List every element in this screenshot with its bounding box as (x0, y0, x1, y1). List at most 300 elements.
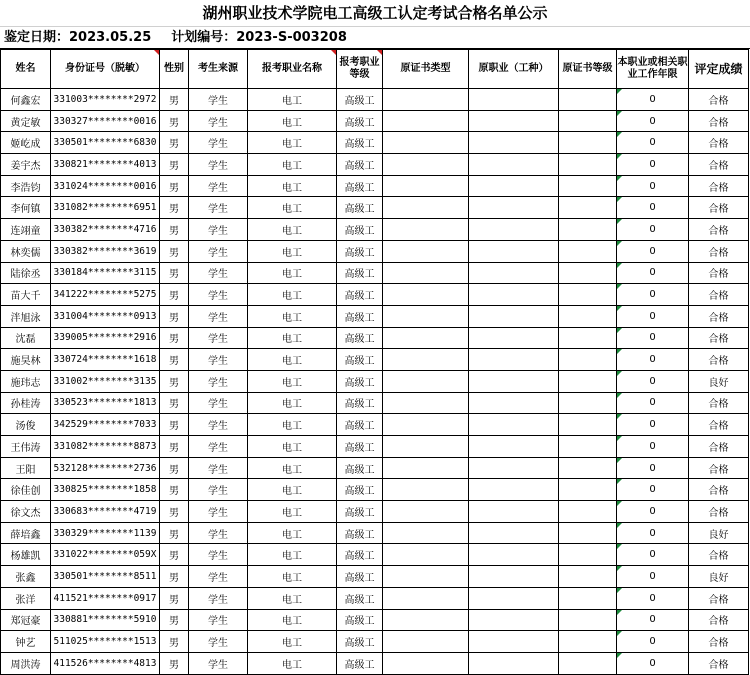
cell-id: 330501********6830 (51, 132, 160, 154)
cell-orig-occupation (469, 262, 559, 284)
cell-id: 330724********1618 (51, 349, 160, 371)
cell-occupation: 电工 (248, 132, 337, 154)
cell-level: 高级工 (337, 89, 383, 111)
table-row (1, 240, 749, 262)
cell-level: 高级工 (337, 587, 383, 609)
cell-orig-cert-level (559, 544, 617, 566)
cell-gender: 男 (160, 436, 189, 458)
cell-work-years: 0 (617, 110, 689, 132)
cell-orig-cert-type (383, 587, 469, 609)
cell-grade: 合格 (689, 219, 749, 241)
cell-occupation: 电工 (248, 479, 337, 501)
cell-id: 330825********1858 (51, 479, 160, 501)
cell-id: 331082********8873 (51, 436, 160, 458)
cell-id: 331004********0913 (51, 305, 160, 327)
cell-grade: 良好 (689, 370, 749, 392)
cell-work-years: 0 (617, 457, 689, 479)
table-row (1, 197, 749, 219)
cell-source: 学生 (189, 132, 248, 154)
cell-grade: 合格 (689, 305, 749, 327)
cell-level: 高级工 (337, 305, 383, 327)
cell-id: 331082********6951 (51, 197, 160, 219)
cell-level: 高级工 (337, 522, 383, 544)
cell-source: 学生 (189, 609, 248, 631)
cell-gender: 男 (160, 175, 189, 197)
cell-level: 高级工 (337, 566, 383, 588)
cell-work-years: 0 (617, 414, 689, 436)
table-row (1, 566, 749, 588)
cell-level: 高级工 (337, 652, 383, 674)
cell-grade: 合格 (689, 414, 749, 436)
cell-level: 高级工 (337, 219, 383, 241)
cell-gender: 男 (160, 197, 189, 219)
cell-work-years: 0 (617, 436, 689, 458)
cell-occupation: 电工 (248, 370, 337, 392)
cell-name: 林奕儒 (1, 240, 51, 262)
cell-orig-occupation (469, 436, 559, 458)
table-row (1, 89, 749, 111)
cell-orig-cert-type (383, 457, 469, 479)
cell-id: 330821********4013 (51, 154, 160, 176)
cell-level: 高级工 (337, 631, 383, 653)
cell-orig-occupation (469, 132, 559, 154)
table-body (1, 89, 749, 675)
cell-orig-cert-type (383, 327, 469, 349)
cell-source: 学生 (189, 544, 248, 566)
cell-id: 411521********0917 (51, 587, 160, 609)
cell-orig-occupation (469, 566, 559, 588)
cell-level: 高级工 (337, 110, 383, 132)
cell-id: 331022********059X (51, 544, 160, 566)
cell-work-years: 0 (617, 566, 689, 588)
cell-orig-occupation (469, 154, 559, 176)
table-row (1, 436, 749, 458)
cell-id: 532128********2736 (51, 457, 160, 479)
cell-work-years: 0 (617, 652, 689, 674)
cell-grade: 合格 (689, 609, 749, 631)
cell-orig-cert-type (383, 240, 469, 262)
cell-grade: 合格 (689, 587, 749, 609)
cell-orig-cert-level (559, 609, 617, 631)
cell-orig-cert-level (559, 370, 617, 392)
cell-name: 徐文杰 (1, 501, 51, 523)
cell-orig-cert-type (383, 219, 469, 241)
cell-orig-cert-level (559, 262, 617, 284)
plan-number: 计划编号：2023-S-003208 (171, 30, 347, 45)
cell-orig-cert-type (383, 522, 469, 544)
cell-orig-cert-level (559, 305, 617, 327)
page-title: 湖州职业技术学院电工高级工认定考试合格名单公示 (0, 0, 750, 27)
cell-level: 高级工 (337, 609, 383, 631)
cell-name: 施玮志 (1, 370, 51, 392)
cell-orig-occupation (469, 219, 559, 241)
cell-source: 学生 (189, 89, 248, 111)
cell-orig-occupation (469, 349, 559, 371)
cell-orig-occupation (469, 414, 559, 436)
cell-source: 学生 (189, 154, 248, 176)
col-occupation: 报考职业名称 (248, 50, 337, 89)
cell-name: 汤俊 (1, 414, 51, 436)
cell-id: 330501********8511 (51, 566, 160, 588)
cell-level: 高级工 (337, 479, 383, 501)
cell-gender: 男 (160, 392, 189, 414)
col-orig-cert-type: 原证书类型 (383, 50, 469, 89)
cell-work-years: 0 (617, 262, 689, 284)
table-row (1, 392, 749, 414)
cell-source: 学生 (189, 110, 248, 132)
cell-source: 学生 (189, 414, 248, 436)
cell-orig-cert-type (383, 609, 469, 631)
cell-source: 学生 (189, 652, 248, 674)
cell-level: 高级工 (337, 370, 383, 392)
table-row (1, 631, 749, 653)
col-source: 考生来源 (189, 50, 248, 89)
cell-gender: 男 (160, 219, 189, 241)
cell-orig-occupation (469, 370, 559, 392)
table-row (1, 132, 749, 154)
cell-id: 330327********0016 (51, 110, 160, 132)
cell-source: 学生 (189, 327, 248, 349)
cell-gender: 男 (160, 89, 189, 111)
col-gender: 性别 (160, 50, 189, 89)
cell-grade: 合格 (689, 501, 749, 523)
table-row (1, 587, 749, 609)
cell-gender: 男 (160, 479, 189, 501)
cell-orig-cert-level (559, 327, 617, 349)
cell-id: 330881********5910 (51, 609, 160, 631)
cell-occupation: 电工 (248, 262, 337, 284)
cell-grade: 良好 (689, 522, 749, 544)
table-row (1, 327, 749, 349)
cell-orig-cert-level (559, 175, 617, 197)
cell-orig-cert-level (559, 240, 617, 262)
cell-grade: 合格 (689, 284, 749, 306)
cell-name: 张鑫 (1, 566, 51, 588)
table-row (1, 652, 749, 674)
cell-occupation: 电工 (248, 327, 337, 349)
cell-work-years: 0 (617, 89, 689, 111)
cell-source: 学生 (189, 631, 248, 653)
cell-source: 学生 (189, 436, 248, 458)
cell-grade: 合格 (689, 544, 749, 566)
cell-gender: 男 (160, 522, 189, 544)
cell-work-years: 0 (617, 219, 689, 241)
cell-orig-occupation (469, 522, 559, 544)
cell-work-years: 0 (617, 154, 689, 176)
cell-name: 黄定敏 (1, 110, 51, 132)
cell-level: 高级工 (337, 154, 383, 176)
cell-orig-cert-level (559, 349, 617, 371)
table-row (1, 522, 749, 544)
cell-grade: 合格 (689, 154, 749, 176)
cell-grade: 合格 (689, 631, 749, 653)
cell-orig-cert-level (559, 392, 617, 414)
cell-id: 330329********1139 (51, 522, 160, 544)
cell-gender: 男 (160, 262, 189, 284)
cell-orig-occupation (469, 457, 559, 479)
cell-work-years: 0 (617, 349, 689, 371)
cell-gender: 男 (160, 154, 189, 176)
cell-orig-cert-type (383, 284, 469, 306)
cell-gender: 男 (160, 349, 189, 371)
cell-orig-cert-level (559, 652, 617, 674)
cell-level: 高级工 (337, 392, 383, 414)
cell-work-years: 0 (617, 479, 689, 501)
cell-work-years: 0 (617, 327, 689, 349)
cell-orig-cert-level (559, 587, 617, 609)
cell-work-years: 0 (617, 284, 689, 306)
cell-id: 330184********3115 (51, 262, 160, 284)
col-id: 身份证号（脱敏） (51, 50, 160, 89)
cell-occupation: 电工 (248, 349, 337, 371)
cell-name: 泮旭泳 (1, 305, 51, 327)
table-row (1, 414, 749, 436)
cell-level: 高级工 (337, 436, 383, 458)
cell-work-years: 0 (617, 587, 689, 609)
cell-orig-cert-level (559, 219, 617, 241)
cell-orig-cert-level (559, 522, 617, 544)
cell-orig-cert-type (383, 132, 469, 154)
cell-grade: 合格 (689, 89, 749, 111)
cell-occupation: 电工 (248, 110, 337, 132)
cell-orig-cert-type (383, 479, 469, 501)
cell-orig-cert-type (383, 154, 469, 176)
col-name: 姓名 (1, 50, 51, 89)
cell-grade: 合格 (689, 132, 749, 154)
table-row (1, 479, 749, 501)
cell-orig-cert-type (383, 305, 469, 327)
cell-orig-cert-level (559, 89, 617, 111)
cell-orig-occupation (469, 110, 559, 132)
cell-orig-occupation (469, 327, 559, 349)
cell-orig-cert-level (559, 631, 617, 653)
cell-name: 薛培鑫 (1, 522, 51, 544)
cell-orig-cert-type (383, 262, 469, 284)
cell-orig-occupation (469, 501, 559, 523)
cell-name: 姬屹成 (1, 132, 51, 154)
cell-work-years: 0 (617, 175, 689, 197)
cell-source: 学生 (189, 197, 248, 219)
cell-work-years: 0 (617, 631, 689, 653)
cell-id: 330523********1813 (51, 392, 160, 414)
cell-orig-cert-level (559, 479, 617, 501)
cell-id: 339005********2916 (51, 327, 160, 349)
cell-source: 学生 (189, 566, 248, 588)
cell-level: 高级工 (337, 501, 383, 523)
cell-occupation: 电工 (248, 175, 337, 197)
cell-source: 学生 (189, 305, 248, 327)
cell-occupation: 电工 (248, 154, 337, 176)
cell-source: 学生 (189, 587, 248, 609)
cell-level: 高级工 (337, 284, 383, 306)
cell-orig-cert-type (383, 110, 469, 132)
cell-gender: 男 (160, 631, 189, 653)
col-work-years: 本职业或相关职业工作年限 (617, 50, 689, 89)
cell-name: 郑冠豪 (1, 609, 51, 631)
col-orig-cert-level: 原证书等级 (559, 50, 617, 89)
cell-name: 钟艺 (1, 631, 51, 653)
cell-source: 学生 (189, 175, 248, 197)
cell-name: 连翊童 (1, 219, 51, 241)
cell-orig-cert-type (383, 436, 469, 458)
cell-name: 苗大千 (1, 284, 51, 306)
cell-grade: 合格 (689, 392, 749, 414)
cell-orig-occupation (469, 479, 559, 501)
cell-gender: 男 (160, 652, 189, 674)
table-row (1, 457, 749, 479)
cell-orig-occupation (469, 544, 559, 566)
cell-grade: 合格 (689, 436, 749, 458)
cell-id: 330382********4716 (51, 219, 160, 241)
cell-source: 学生 (189, 349, 248, 371)
table-row (1, 219, 749, 241)
table-row (1, 501, 749, 523)
cell-gender: 男 (160, 457, 189, 479)
cell-work-years: 0 (617, 609, 689, 631)
info-bar (0, 27, 750, 49)
cell-orig-cert-type (383, 349, 469, 371)
cell-grade: 合格 (689, 197, 749, 219)
cell-name: 姜宇杰 (1, 154, 51, 176)
cell-work-years: 0 (617, 305, 689, 327)
cell-id: 341222********5275 (51, 284, 160, 306)
table-row (1, 544, 749, 566)
cell-occupation: 电工 (248, 436, 337, 458)
cell-orig-cert-type (383, 89, 469, 111)
cell-occupation: 电工 (248, 284, 337, 306)
cell-grade: 合格 (689, 110, 749, 132)
cell-name: 王阳 (1, 457, 51, 479)
cell-occupation: 电工 (248, 305, 337, 327)
cell-gender: 男 (160, 609, 189, 631)
cell-id: 342529********7033 (51, 414, 160, 436)
cell-source: 学生 (189, 479, 248, 501)
cell-source: 学生 (189, 392, 248, 414)
results-table (0, 49, 749, 675)
cell-source: 学生 (189, 522, 248, 544)
cell-orig-cert-type (383, 414, 469, 436)
cell-occupation: 电工 (248, 566, 337, 588)
cell-orig-occupation (469, 197, 559, 219)
cell-orig-occupation (469, 587, 559, 609)
cell-orig-cert-type (383, 501, 469, 523)
table-row (1, 609, 749, 631)
col-grade: 评定成绩 (689, 50, 749, 89)
cell-name: 王伟涛 (1, 436, 51, 458)
cell-grade: 合格 (689, 262, 749, 284)
cell-gender: 男 (160, 327, 189, 349)
cell-work-years: 0 (617, 501, 689, 523)
cell-grade: 合格 (689, 175, 749, 197)
header-row (1, 50, 749, 89)
cell-grade: 合格 (689, 240, 749, 262)
cell-occupation: 电工 (248, 587, 337, 609)
cell-orig-cert-type (383, 392, 469, 414)
cell-orig-cert-level (559, 566, 617, 588)
cell-source: 学生 (189, 219, 248, 241)
cell-occupation: 电工 (248, 414, 337, 436)
table-row (1, 305, 749, 327)
cell-name: 孙桂涛 (1, 392, 51, 414)
table-row (1, 175, 749, 197)
cell-orig-cert-level (559, 457, 617, 479)
cell-orig-occupation (469, 631, 559, 653)
cell-work-years: 0 (617, 370, 689, 392)
cell-level: 高级工 (337, 240, 383, 262)
cell-orig-occupation (469, 609, 559, 631)
cell-name: 沈磊 (1, 327, 51, 349)
cell-occupation: 电工 (248, 631, 337, 653)
cell-source: 学生 (189, 501, 248, 523)
table-row (1, 154, 749, 176)
cell-gender: 男 (160, 305, 189, 327)
cell-id: 330683********4719 (51, 501, 160, 523)
cell-occupation: 电工 (248, 501, 337, 523)
cell-gender: 男 (160, 370, 189, 392)
cell-occupation: 电工 (248, 609, 337, 631)
cell-level: 高级工 (337, 175, 383, 197)
cell-id: 411526********4813 (51, 652, 160, 674)
cell-name: 张洋 (1, 587, 51, 609)
cell-id: 511025********1513 (51, 631, 160, 653)
cell-gender: 男 (160, 240, 189, 262)
cell-orig-cert-level (559, 132, 617, 154)
cell-work-years: 0 (617, 544, 689, 566)
cell-level: 高级工 (337, 197, 383, 219)
cell-level: 高级工 (337, 414, 383, 436)
cell-orig-cert-level (559, 197, 617, 219)
cell-occupation: 电工 (248, 392, 337, 414)
cell-level: 高级工 (337, 327, 383, 349)
cell-level: 高级工 (337, 349, 383, 371)
table-row (1, 110, 749, 132)
cell-work-years: 0 (617, 197, 689, 219)
cell-orig-cert-type (383, 631, 469, 653)
table-row (1, 262, 749, 284)
table-row (1, 370, 749, 392)
col-level: 报考职业等级 (337, 50, 383, 89)
cell-grade: 合格 (689, 327, 749, 349)
cell-occupation: 电工 (248, 240, 337, 262)
cell-level: 高级工 (337, 544, 383, 566)
cell-source: 学生 (189, 240, 248, 262)
exam-date: 鉴定日期：2023.05.25 (4, 30, 152, 45)
table-row (1, 284, 749, 306)
cell-grade: 合格 (689, 652, 749, 674)
cell-gender: 男 (160, 284, 189, 306)
cell-name: 陆徐丞 (1, 262, 51, 284)
cell-gender: 男 (160, 414, 189, 436)
cell-work-years: 0 (617, 522, 689, 544)
cell-name: 施昊林 (1, 349, 51, 371)
cell-occupation: 电工 (248, 219, 337, 241)
cell-occupation: 电工 (248, 652, 337, 674)
cell-orig-cert-level (559, 110, 617, 132)
cell-occupation: 电工 (248, 544, 337, 566)
cell-source: 学生 (189, 457, 248, 479)
cell-orig-occupation (469, 305, 559, 327)
cell-source: 学生 (189, 262, 248, 284)
cell-orig-occupation (469, 652, 559, 674)
cell-orig-occupation (469, 89, 559, 111)
cell-id: 331024********0016 (51, 175, 160, 197)
cell-source: 学生 (189, 284, 248, 306)
cell-work-years: 0 (617, 392, 689, 414)
cell-source: 学生 (189, 370, 248, 392)
cell-name: 杨雄凯 (1, 544, 51, 566)
cell-orig-occupation (469, 284, 559, 306)
cell-orig-cert-type (383, 370, 469, 392)
